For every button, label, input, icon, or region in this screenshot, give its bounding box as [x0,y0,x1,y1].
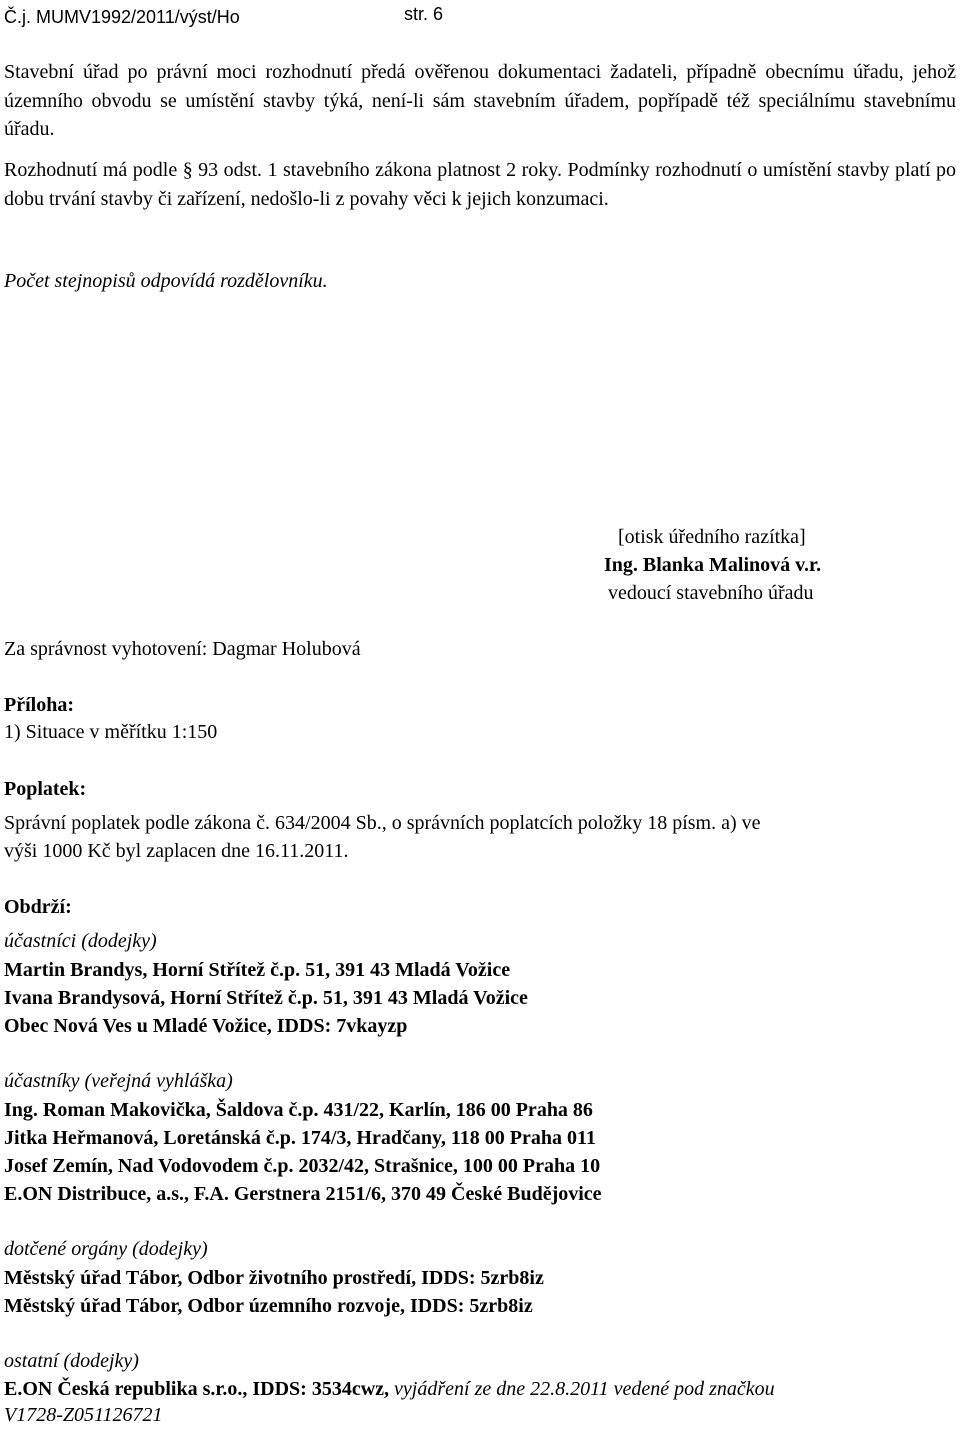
recipient-entry: Josef Zemín, Nad Vodovodem č.p. 2032/42, Strašnice, 100 00 Praha 10 [4,1155,601,1177]
recipient-entry-eon-reference: V1728-Z051126721 [4,1404,163,1426]
recipient-entry-eon-note: vyjádření ze dne 22.8.2011 vedené pod značkou [389,1378,775,1400]
group-label-public-notice: účastníky (veřejná vyhláška) [4,1070,233,1092]
reference-number: Č.j. MUMV1992/2011/výst/Ho [4,7,240,27]
stamp-placeholder: [otisk úředního razítka] [618,526,806,548]
fee-line-2: výši 1000 Kč byl zaplacen dne 16.11.2011. [4,840,349,862]
page-number: str. 6 [404,4,444,24]
paragraph-documentation: Stavební úřad po právní moci rozhodnutí předá ověřenou dokumentaci žadateli, případně obecnímu úřadu, jehož územního obvodu se umístění stavby týká, není-li sám stavebním úřadem, popřípadě též speciálnímu stavebnímu úřadu. [4,61,956,140]
recipient-entry: Městský úřad Tábor, Odbor územního rozvoje, IDDS: 5zrb8iz [4,1295,533,1317]
attachment-item: 1) Situace v měřítku 1:150 [4,721,218,743]
attachment-heading: Příloha: [4,694,74,716]
correctness-note: Za správnost vyhotovení: Dagmar Holubová [4,638,361,660]
recipient-entry: E.ON Distribuce, a.s., F.A. Gerstnera 2151/6, 370 49 České Budějovice [4,1183,602,1205]
recipient-entry-eon-name: E.ON Česká republika s.r.o., IDDS: 3534cwz, [4,1378,390,1400]
group-label-participants: účastníci (dodejky) [4,930,157,952]
recipient-entry: Obec Nová Ves u Mladé Vožice, IDDS: 7vkayzp [4,1015,408,1037]
recipient-entry-eon [4,1376,775,1402]
recipient-entry: Městský úřad Tábor, Odbor životního prostředí, IDDS: 5zrb8iz [4,1267,544,1289]
fee-heading: Poplatek: [4,778,87,800]
signatory-role: vedoucí stavebního úřadu [608,582,814,604]
recipient-entry: Ivana Brandysová, Horní Střítež č.p. 51, 391 43 Mladá Vožice [4,987,528,1009]
group-label-authorities: dotčené orgány (dodejky) [4,1238,208,1260]
group-label-others: ostatní (dodejky) [4,1350,139,1372]
fee-line-1: Správní poplatek podle zákona č. 634/2004 Sb., o správních poplatcích položky 18 písm. a) ve [4,812,761,834]
copies-note: Počet stejnopisů odpovídá rozdělovníku. [4,270,328,292]
recipients-heading: Obdrží: [4,896,72,918]
paragraph-validity: Rozhodnutí má podle § 93 odst. 1 stavebního zákona platnost 2 roky. Podmínky rozhodnutí o umístění stavby platí po dobu trvání stavby či zařízení, nedošlo-li z povahy věci k jejich konzumaci. [4,159,956,210]
recipient-entry: Martin Brandys, Horní Střítež č.p. 51, 391 43 Mladá Vožice [4,959,511,981]
recipient-entry: Jitka Heřmanová, Loretánská č.p. 174/3, Hradčany, 118 00 Praha 011 [4,1127,596,1149]
recipient-entry: Ing. Roman Makovička, Šaldova č.p. 431/22, Karlín, 186 00 Praha 86 [4,1099,593,1121]
signatory-name: Ing. Blanka Malinová v.r. [604,554,822,576]
